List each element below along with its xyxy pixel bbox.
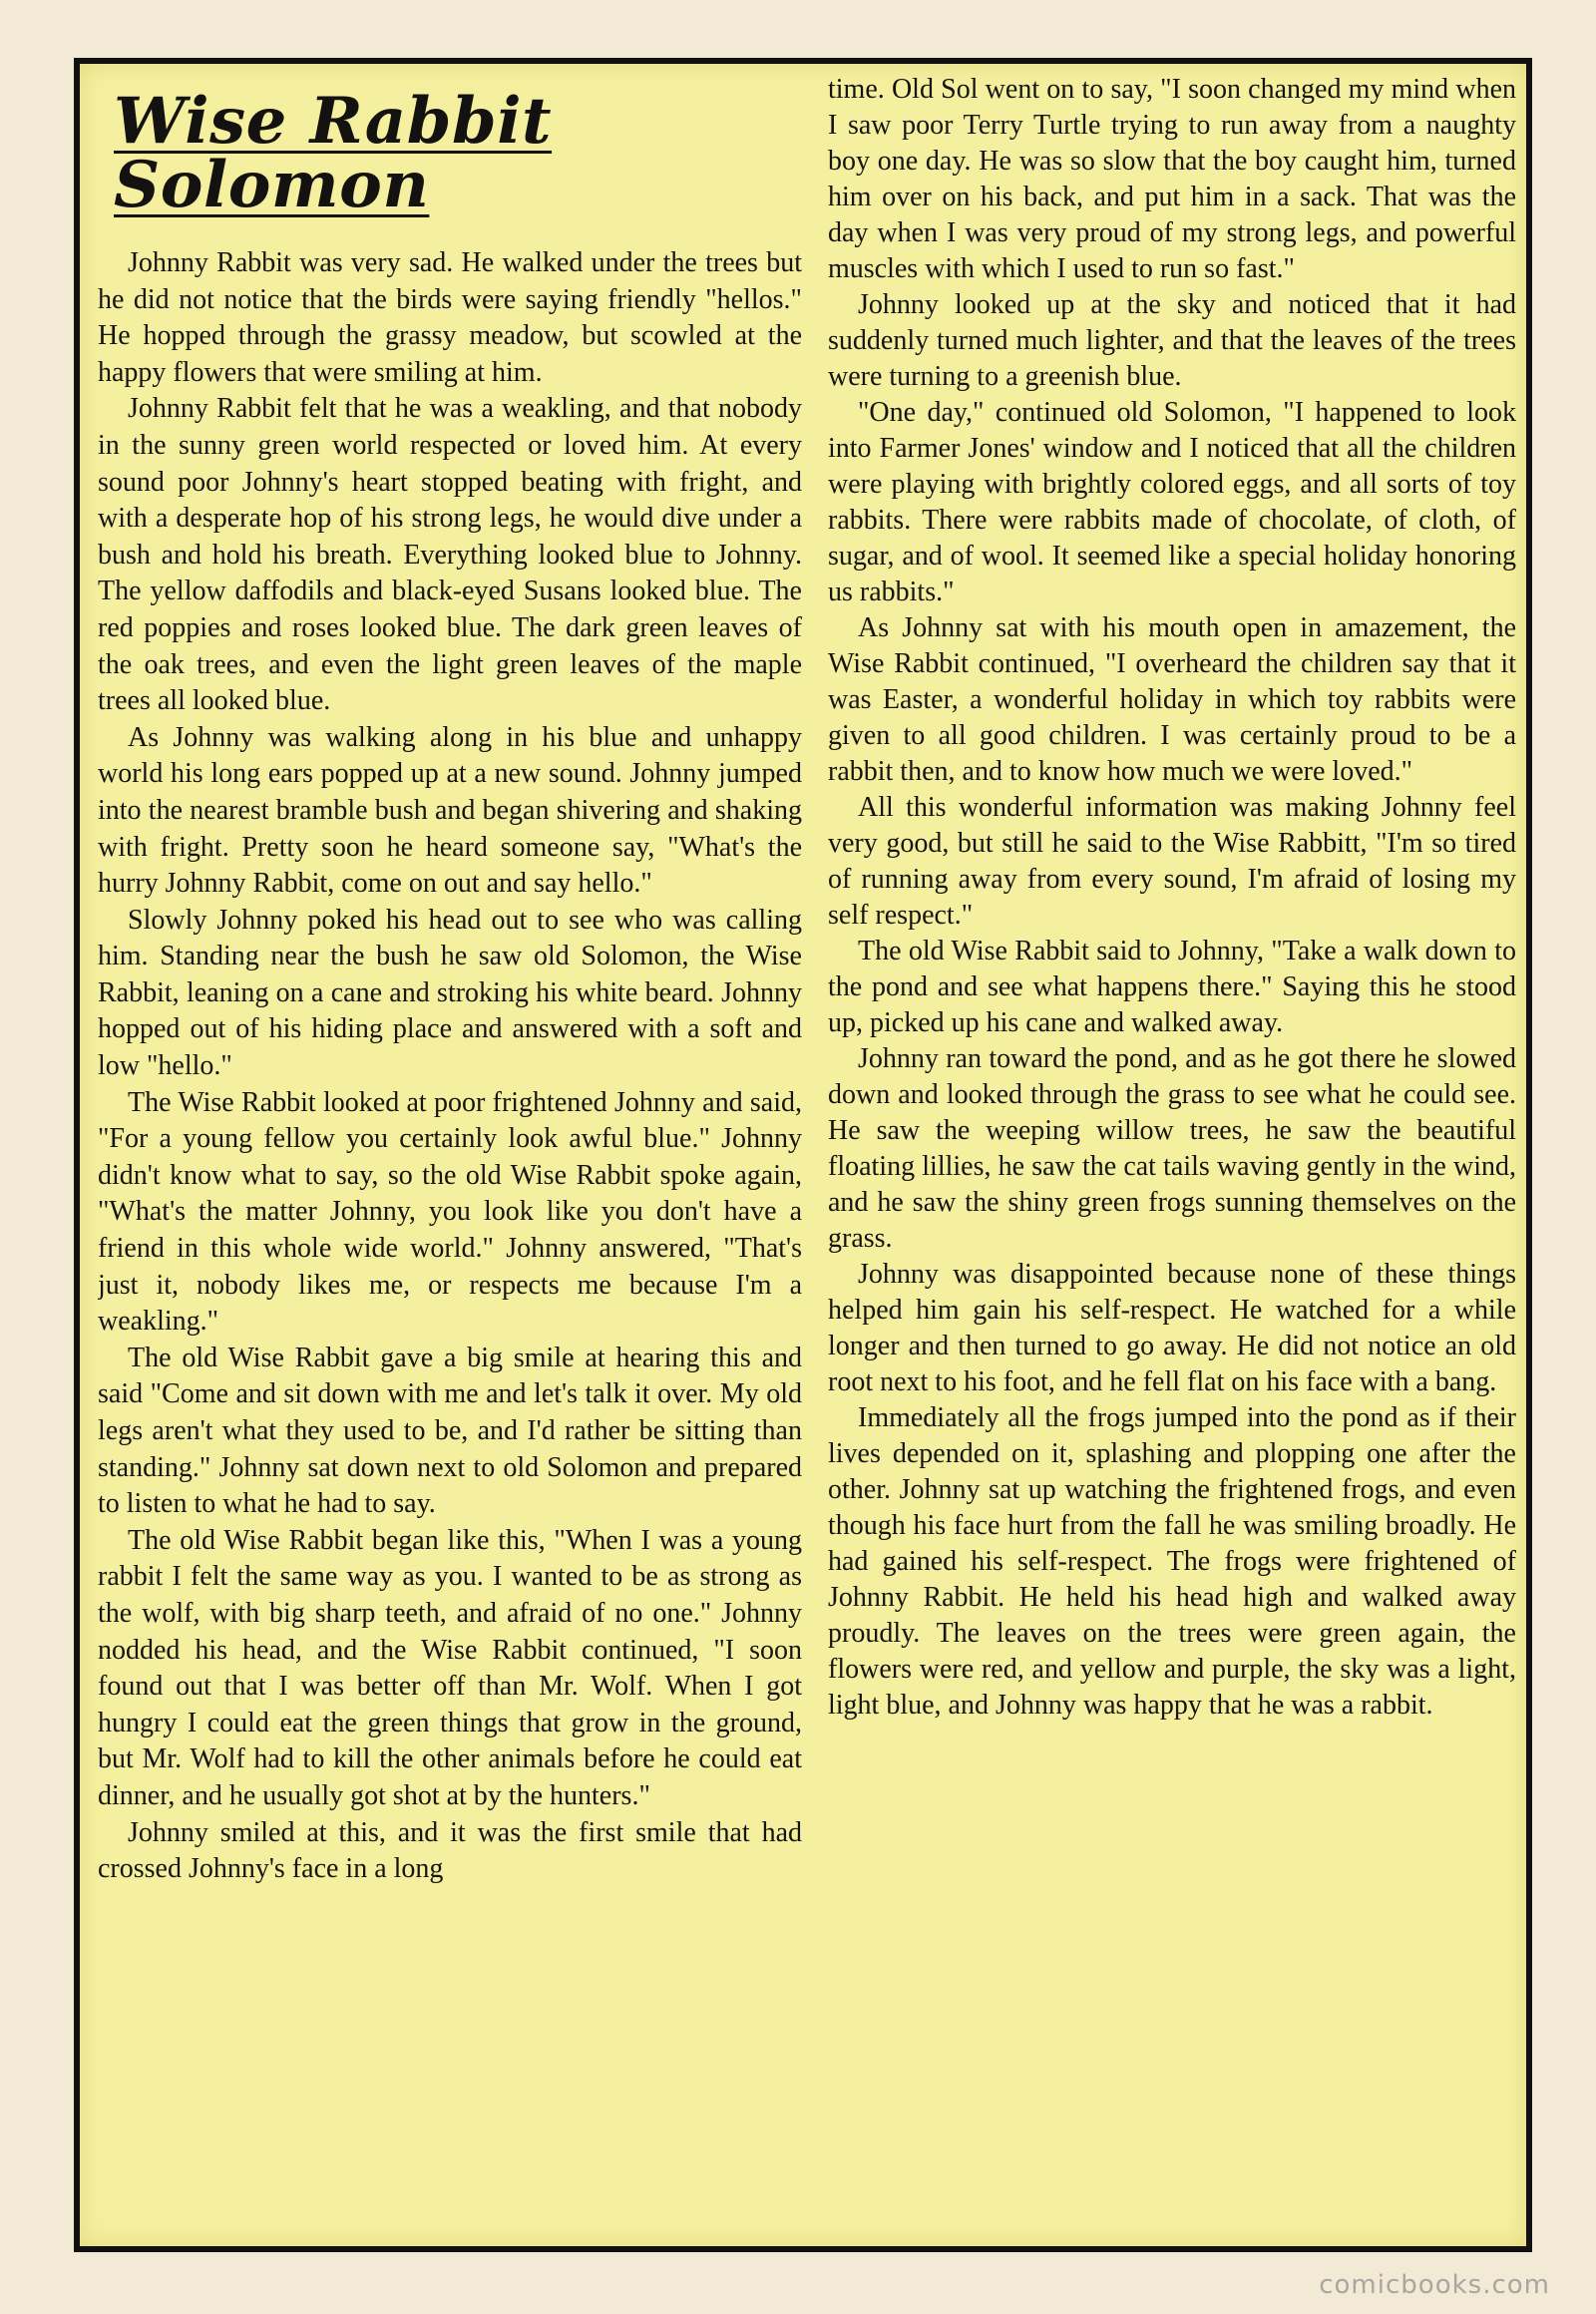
right-column	[828, 64, 1516, 2246]
paragraph: Johnny looked up at the sky and noticed that it had suddenly turned much lighter, and that the leaves of the trees were turning to a greenish blue.	[828, 289, 1516, 392]
paragraph: The Wise Rabbit looked at poor frightened Johnny and said, "For a young fellow you certainly look awful blue." Johnny didn't know what to say, so the old Wise Rabbit spoke again, "What's the matter Johnny, you look like you don't have a friend in this whole wide world." Johnny answered, "That's just it, nobody likes me, or respects me because I'm a weakling."	[98, 1086, 802, 1338]
paragraph: The old Wise Rabbit said to Johnny, "Take a walk down to the pond and see what happens there." Saying this he stood up, picked up his cane and walked away.	[828, 936, 1516, 1038]
paragraph: The old Wise Rabbit began like this, "When I was a young rabbit I felt the same way as you. I wanted to be as strong as the wolf, with big sharp teeth, and afraid of no one." Johnny nodded his head, and the Wise Rabbit continued, "I soon found out that I was better off than Mr. Wolf. When I got hungry I could eat the green things that grow in the ground, but Mr. Wolf had to kill the other animals before he could eat dinner, and he usually got shot at by the hunters."	[98, 1524, 802, 1811]
paragraph: Johnny was disappointed because none of these things helped him gain his self-respect. He watched for a while longer and then turned to go away. He did not notice an old root next to his foot, and he fell flat on his face with a bang.	[828, 1259, 1516, 1397]
left-column	[98, 64, 802, 2246]
paragraph: Johnny Rabbit felt that he was a weakling, and that nobody in the sunny green world respected or loved him. At every sound poor Johnny's heart stopped beating with fright, and with a desperate hop of his strong legs, he would dive under a bush and hold his breath. Everything looked blue to Johnny. The yellow daffodils and black-eyed Susans looked blue. The red poppies and roses looked blue. The dark green leaves of the oak trees, and even the light green leaves of the maple trees all looked blue.	[98, 393, 802, 717]
paragraph: "One day," continued old Solomon, "I happened to look into Farmer Jones' window and I noticed that all the children were playing with brightly colored eggs, and all sorts of toy rabbits. There were rabbits made of chocolate, of cloth, of sugar, and of wool. It seemed like a special holiday honoring us rabbits."	[828, 397, 1516, 607]
paragraph: Johnny ran toward the pond, and as he got there he slowed down and looked through the grass to see what he could see. He saw the weeping willow trees, he saw the beautiful floating lillies, he saw the cat tails waving gently in the wind, and he saw the shiny green frogs sunning themselves on the grass.	[828, 1043, 1516, 1254]
paragraph: Immediately all the frogs jumped into the pond as if their lives depended on it, splashing and plopping one after the other. Johnny sat up watching the frightened frogs, and even though his face hurt from the fall he was smiling broadly. He had gained his self-respect. The frogs were frightened of Johnny Rabbit. He held his head high and walked away proudly. The leaves on the trees were green again, the flowers were red, and yellow and purple, the sky was a light, light blue, and Johnny was happy that he was a rabbit.	[828, 1402, 1516, 1721]
paragraph: Johnny smiled at this, and it was the first smile that had crossed Johnny's face in a long	[98, 1816, 802, 1885]
story-panel	[74, 58, 1532, 2252]
watermark: comicbooks.com	[1319, 2270, 1550, 2300]
story-title: Wise Rabbit Solomon	[114, 84, 553, 222]
paragraph: As Johnny sat with his mouth open in amazement, the Wise Rabbit continued, "I overheard the children say that it was Easter, a wonderful holiday in which toy rabbits were given to all good children. I was certainly proud to be a rabbit then, and to know how much we were loved."	[828, 612, 1516, 787]
paragraph: time. Old Sol went on to say, "I soon changed my mind when I saw poor Terry Turtle trying to run away from a naughty boy one day. He was so slow that the boy caught him, turned him over on his back, and put him in a sack. That was the day when I was very proud of my strong legs, and powerful muscles with which I used to run so fast."	[828, 74, 1516, 284]
paragraph: All this wonderful information was making Johnny feel very good, but still he said to the Wise Rabbitt, "I'm so tired of running away from every sound, I'm afraid of losing my self respect."	[828, 792, 1516, 931]
paragraph: As Johnny was walking along in his blue and unhappy world his long ears popped up at a new sound. Johnny jumped into the nearest bramble bush and began shivering and shaking with fright. Pretty soon he heard someone say, "What's the hurry Johnny Rabbit, come on out and say hello."	[98, 721, 802, 900]
paragraph: Slowly Johnny poked his head out to see who was calling him. Standing near the bush he saw old Solomon, the Wise Rabbit, leaning on a cane and stroking his white beard. Johnny hopped out of his hiding place and answered with a soft and low "hello."	[98, 904, 802, 1082]
paragraph: Johnny Rabbit was very sad. He walked under the trees but he did not notice that the birds were saying friendly "hellos." He hopped through the grassy meadow, but scowled at the happy flowers that were smiling at him.	[98, 247, 802, 388]
paragraph: The old Wise Rabbit gave a big smile at hearing this and said "Come and sit down with me and let's talk it over. My old legs aren't what they used to be, and I'd rather be sitting than standing." Johnny sat down next to old Solomon and prepared to listen to what he had to say.	[98, 1342, 802, 1520]
